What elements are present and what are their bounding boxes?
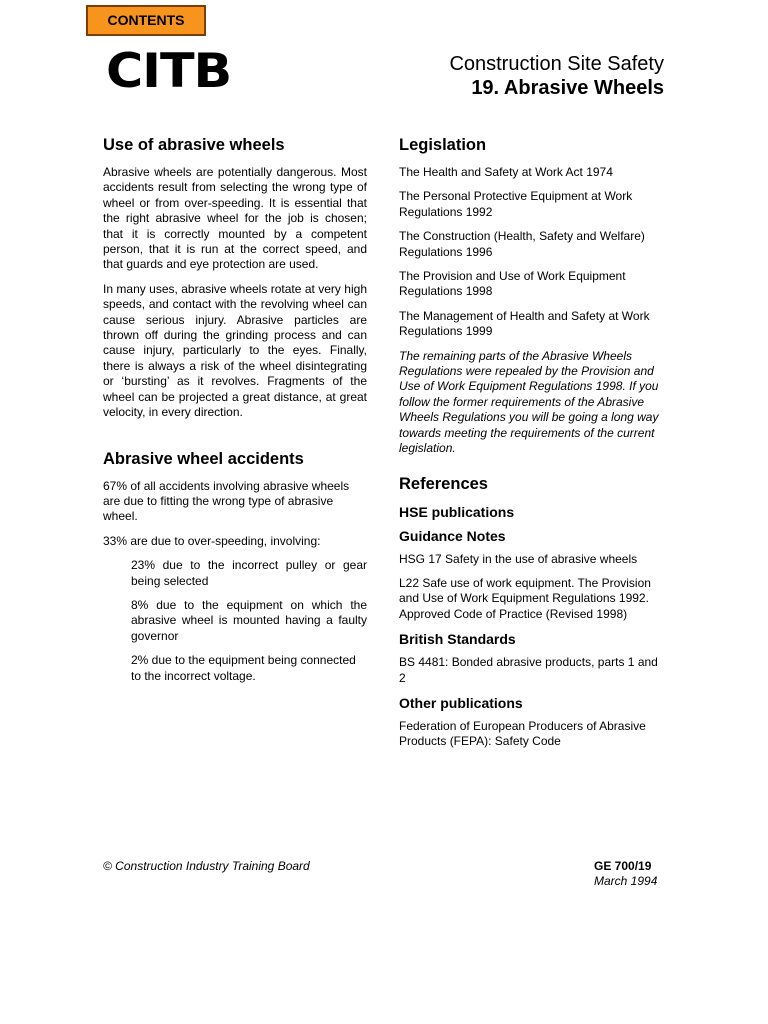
citb-logo: CITB xyxy=(106,44,232,99)
series-title: Construction Site Safety xyxy=(449,53,664,75)
legislation-item: The Management of Health and Safety at Work Regulations 1999 xyxy=(399,308,650,339)
topic-title: 19. Abrasive Wheels xyxy=(471,77,664,99)
left-column xyxy=(103,136,367,693)
accident-item: 8% due to the equipment on which the abrasive wheel is mounted having a faulty governor xyxy=(131,597,367,643)
legislation-note: The remaining parts of the Abrasive Wheels Regulations were repealed by the Provision and Use of Work Equipment Regulations 1998. If you follow the former requirements of the Abrasive Wheels Regulations you will be going a long way towards meeting the requirements of the current legislation. xyxy=(399,348,659,456)
hse-heading: HSE publications xyxy=(399,503,515,520)
legislation-item: The Construction (Health, Safety and Welfare) Regulations 1996 xyxy=(399,229,645,259)
british-standards-heading: British Standards xyxy=(399,631,516,648)
legislation-heading: Legislation xyxy=(399,136,487,154)
guidance-heading: Guidance Notes xyxy=(399,527,506,544)
use-paragraph-1: Abrasive wheels are potentially dangerous. Most accidents result from selecting the wrong type of wheel or from over-speeding. It is essential that the right abrasive wheel for the job is chosen; that it is correctly mounted by a competent person, that it is run at the correct speed, and that guards and eye protection are used. xyxy=(103,165,367,272)
document-reference xyxy=(594,859,657,889)
legislation-item: The Health and Safety at Work Act 1974 xyxy=(399,165,613,179)
document-title xyxy=(449,52,664,100)
guidance-item: L22 Safe use of work equipment. The Provision and Use of Work Equipment Regulations 1992. Approved Code of Practice (Revised 1998) xyxy=(399,575,651,621)
accidents-paragraph-1: 67% of all accidents involving abrasive wheels are due to fitting the wrong type of abrasive wheel. xyxy=(103,478,350,524)
british-standard-item: BS 4481: Bonded abrasive products, parts 1 and 2 xyxy=(399,655,658,685)
use-paragraph-2: In many uses, abrasive wheels rotate at very high speeds, and contact with the revolving wheel can cause serious injury. Abrasive particles are thrown off during the grinding process and can cause injury, particularly to the eyes. Finally, there is always a risk of the wheel disintegrating or ‘bursting’ as it revolves. Fragments of the wheel can be projected a great distance, at great velocity, in every direction. xyxy=(103,281,367,420)
guidance-item: HSG 17 Safety in the use of abrasive wheels xyxy=(399,551,638,566)
accident-item: 2% due to the equipment being connected to the incorrect voltage. xyxy=(131,653,356,683)
legislation-item: The Provision and Use of Work Equipment Regulations 1998 xyxy=(399,269,626,299)
right-column xyxy=(399,136,664,759)
document-code: GE 700/19 xyxy=(594,859,652,873)
legislation-item: The Personal Protective Equipment at Work Regulations 1992 xyxy=(399,189,633,219)
other-publications-heading: Other publications xyxy=(399,694,523,711)
accident-item: 23% due to the incorrect pulley or gear being selected xyxy=(131,558,367,588)
contents-button[interactable]: CONTENTS xyxy=(86,5,206,36)
document-date: March 1994 xyxy=(594,874,658,888)
copyright-notice: © Construction Industry Training Board xyxy=(103,859,310,873)
references-heading: References xyxy=(399,474,488,493)
use-heading: Use of abrasive wheels xyxy=(103,136,285,154)
accidents-heading: Abrasive wheel accidents xyxy=(103,449,304,468)
accidents-paragraph-2: 33% are due to over-speeding, involving: xyxy=(103,533,321,548)
other-publication-item: Federation of European Producers of Abrasive Products (FEPA): Safety Code xyxy=(399,718,646,749)
